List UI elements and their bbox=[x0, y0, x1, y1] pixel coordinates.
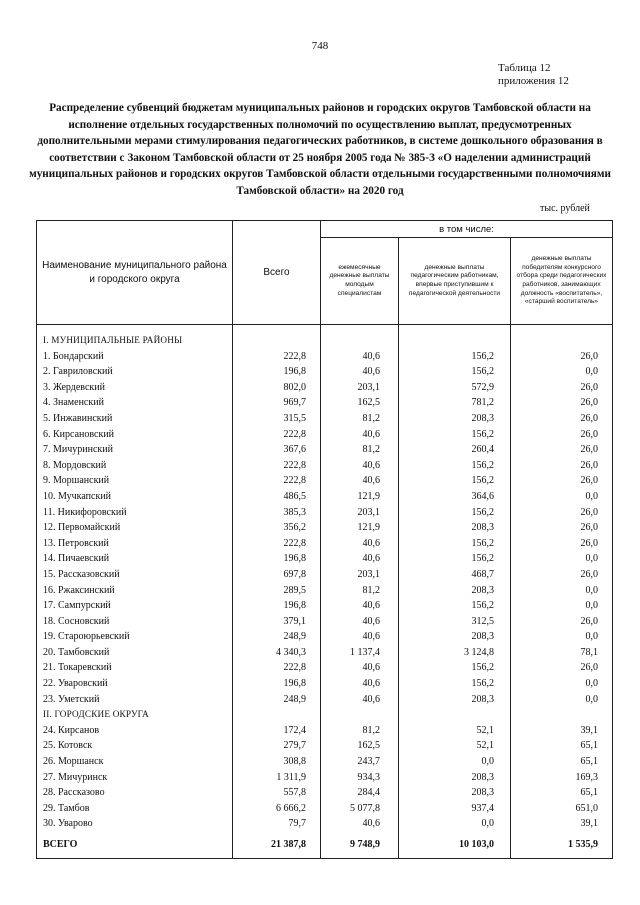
cell-young-specialists: 121,9 bbox=[321, 489, 399, 505]
header-total: Всего bbox=[233, 221, 321, 325]
cell-young-specialists: 203,1 bbox=[321, 567, 399, 583]
row-name: 16. Ржаксинский bbox=[37, 583, 233, 599]
cell-new-teachers: 208,3 bbox=[399, 411, 511, 427]
cell-new-teachers: 937,4 bbox=[399, 801, 511, 817]
cell-total: 802,0 bbox=[233, 380, 321, 396]
section-districts bbox=[37, 333, 613, 349]
cell-young-specialists: 203,1 bbox=[321, 380, 399, 396]
cell-contest-winners: 26,0 bbox=[511, 505, 613, 521]
row-name: 5. Инжавинский bbox=[37, 411, 233, 427]
cell-total: 379,1 bbox=[233, 614, 321, 630]
section-label: I. МУНИЦИПАЛЬНЫЕ РАЙОНЫ bbox=[37, 333, 233, 349]
table-row bbox=[37, 427, 613, 443]
cell-young-specialists: 40,6 bbox=[321, 458, 399, 474]
cell-new-teachers: 364,6 bbox=[399, 489, 511, 505]
empty-cell bbox=[511, 333, 613, 349]
table-body bbox=[37, 325, 613, 859]
cell-new-teachers: 208,3 bbox=[399, 629, 511, 645]
header-contest-winners: денежные выплаты победителям конкурсного отбора среди педагогических работников, занимающих должность «воспитатель», «старший воспитатель» bbox=[511, 238, 613, 325]
section-label: II. ГОРОДСКИЕ ОКРУГА bbox=[37, 707, 233, 723]
table-row bbox=[37, 801, 613, 817]
table-row bbox=[37, 567, 613, 583]
cell-total: 222,8 bbox=[233, 473, 321, 489]
cell-young-specialists: 243,7 bbox=[321, 754, 399, 770]
cell-contest-winners: 651,0 bbox=[511, 801, 613, 817]
cell-young-specialists: 40,6 bbox=[321, 364, 399, 380]
cell-young-specialists: 40,6 bbox=[321, 427, 399, 443]
section-cities bbox=[37, 707, 613, 723]
cell-contest-winners: 65,1 bbox=[511, 738, 613, 754]
cell-contest-winners: 26,0 bbox=[511, 442, 613, 458]
cell-contest-winners: 39,1 bbox=[511, 723, 613, 739]
cell-young-specialists: 81,2 bbox=[321, 583, 399, 599]
header-new-teachers: денежные выплаты педагогическим работникам, впервые приступившим к педагогической деятельности bbox=[399, 238, 511, 325]
cell-new-teachers: 572,9 bbox=[399, 380, 511, 396]
cell-new-teachers: 156,2 bbox=[399, 551, 511, 567]
row-name: 9. Моршанский bbox=[37, 473, 233, 489]
table-row bbox=[37, 536, 613, 552]
table-row bbox=[37, 770, 613, 786]
cell-contest-winners: 26,0 bbox=[511, 473, 613, 489]
cell-young-specialists: 40,6 bbox=[321, 349, 399, 365]
empty-cell bbox=[399, 707, 511, 723]
cell-total: 4 340,3 bbox=[233, 645, 321, 661]
cell-new-teachers: 156,2 bbox=[399, 536, 511, 552]
cell-total: 557,8 bbox=[233, 785, 321, 801]
cell-new-teachers: 156,2 bbox=[399, 660, 511, 676]
cell-total: 222,8 bbox=[233, 458, 321, 474]
cell-contest-winners: 0,0 bbox=[511, 364, 613, 380]
cell-young-specialists: 203,1 bbox=[321, 505, 399, 521]
cell-young-specialists: 40,6 bbox=[321, 598, 399, 614]
row-name: 23. Уметский bbox=[37, 692, 233, 708]
table-row bbox=[37, 645, 613, 661]
row-name: 11. Никифоровский bbox=[37, 505, 233, 521]
table-row bbox=[37, 723, 613, 739]
cell-total: 196,8 bbox=[233, 676, 321, 692]
table-row bbox=[37, 473, 613, 489]
total-row bbox=[37, 832, 613, 859]
row-name: 14. Пичаевский bbox=[37, 551, 233, 567]
cell-contest-winners: 26,0 bbox=[511, 520, 613, 536]
row-name: 21. Токаревский bbox=[37, 660, 233, 676]
table-row bbox=[37, 738, 613, 754]
empty-cell bbox=[321, 707, 399, 723]
cell-young-specialists: 284,4 bbox=[321, 785, 399, 801]
row-name: 30. Уварово bbox=[37, 816, 233, 832]
table-row bbox=[37, 505, 613, 521]
cell-new-teachers: 156,2 bbox=[399, 349, 511, 365]
cell-total: 196,8 bbox=[233, 364, 321, 380]
cell-young-specialists: 81,2 bbox=[321, 411, 399, 427]
cell-new-teachers: 10 103,0 bbox=[399, 832, 511, 859]
cell-young-specialists: 40,6 bbox=[321, 614, 399, 630]
cell-new-teachers: 208,3 bbox=[399, 583, 511, 599]
cell-total: 308,8 bbox=[233, 754, 321, 770]
cell-young-specialists: 40,6 bbox=[321, 660, 399, 676]
table-row bbox=[37, 676, 613, 692]
cell-contest-winners: 0,0 bbox=[511, 598, 613, 614]
row-name: 28. Рассказово bbox=[37, 785, 233, 801]
row-name: 25. Котовск bbox=[37, 738, 233, 754]
row-name: 24. Кирсанов bbox=[37, 723, 233, 739]
cell-total: 248,9 bbox=[233, 692, 321, 708]
row-name: 6. Кирсановский bbox=[37, 427, 233, 443]
cell-new-teachers: 156,2 bbox=[399, 676, 511, 692]
cell-young-specialists: 162,5 bbox=[321, 395, 399, 411]
row-name: ВСЕГО bbox=[37, 832, 233, 859]
cell-new-teachers: 156,2 bbox=[399, 473, 511, 489]
table-row bbox=[37, 692, 613, 708]
table-reference-line2: приложения 12 bbox=[498, 75, 569, 87]
cell-total: 222,8 bbox=[233, 536, 321, 552]
cell-young-specialists: 81,2 bbox=[321, 723, 399, 739]
row-name: 17. Сампурский bbox=[37, 598, 233, 614]
cell-new-teachers: 156,2 bbox=[399, 598, 511, 614]
document-title: Распределение субвенций бюджетам муниципальных районов и городских округов Тамбовской области на исполнение отдельных государственных полномочий по осуществлению выплат, предусмотренных дополнительными мерами стимулирования педагогических работников, в системе дошкольного образования в соответствии с Законом Тамбовской области от 25 ноября 2005 года № 385-З «О наделении администраций муниципальных районов и городских округов Тамбовской области отдельными государственными полномочиями Тамбовской области» на 2020 год bbox=[29, 102, 611, 197]
table-row bbox=[37, 629, 613, 645]
cell-new-teachers: 208,3 bbox=[399, 785, 511, 801]
cell-contest-winners: 169,3 bbox=[511, 770, 613, 786]
cell-total: 289,5 bbox=[233, 583, 321, 599]
header-including: в том числе: bbox=[321, 221, 613, 238]
cell-young-specialists: 9 748,9 bbox=[321, 832, 399, 859]
cell-total: 486,5 bbox=[233, 489, 321, 505]
subvention-table bbox=[36, 220, 613, 859]
row-name: 27. Мичуринск bbox=[37, 770, 233, 786]
cell-young-specialists: 40,6 bbox=[321, 536, 399, 552]
cell-contest-winners: 26,0 bbox=[511, 395, 613, 411]
row-name: 1. Бондарский bbox=[37, 349, 233, 365]
cell-contest-winners: 0,0 bbox=[511, 489, 613, 505]
cell-total: 385,3 bbox=[233, 505, 321, 521]
row-name: 18. Сосновский bbox=[37, 614, 233, 630]
row-name: 12. Первомайский bbox=[37, 520, 233, 536]
cell-contest-winners: 26,0 bbox=[511, 660, 613, 676]
cell-total: 21 387,8 bbox=[233, 832, 321, 859]
cell-new-teachers: 781,2 bbox=[399, 395, 511, 411]
cell-total: 1 311,9 bbox=[233, 770, 321, 786]
row-name: 13. Петровский bbox=[37, 536, 233, 552]
cell-contest-winners: 0,0 bbox=[511, 551, 613, 567]
header-young-specialists: ежемесячные денежные выплаты молодым специалистам bbox=[321, 238, 399, 325]
table-row bbox=[37, 458, 613, 474]
table-row bbox=[37, 816, 613, 832]
cell-new-teachers: 0,0 bbox=[399, 816, 511, 832]
table-row bbox=[37, 660, 613, 676]
cell-total: 196,8 bbox=[233, 598, 321, 614]
cell-total: 248,9 bbox=[233, 629, 321, 645]
cell-contest-winners: 39,1 bbox=[511, 816, 613, 832]
cell-total: 222,8 bbox=[233, 349, 321, 365]
cell-young-specialists: 934,3 bbox=[321, 770, 399, 786]
cell-new-teachers: 3 124,8 bbox=[399, 645, 511, 661]
cell-contest-winners: 65,1 bbox=[511, 754, 613, 770]
cell-contest-winners: 26,0 bbox=[511, 349, 613, 365]
empty-cell bbox=[399, 333, 511, 349]
table-row bbox=[37, 411, 613, 427]
row-name: 3. Жердевский bbox=[37, 380, 233, 396]
cell-new-teachers: 0,0 bbox=[399, 754, 511, 770]
cell-contest-winners: 78,1 bbox=[511, 645, 613, 661]
empty-cell bbox=[233, 707, 321, 723]
row-name: 19. Староюрьевский bbox=[37, 629, 233, 645]
row-name: 15. Рассказовский bbox=[37, 567, 233, 583]
cell-total: 6 666,2 bbox=[233, 801, 321, 817]
cell-total: 172,4 bbox=[233, 723, 321, 739]
cell-contest-winners: 65,1 bbox=[511, 785, 613, 801]
cell-young-specialists: 40,6 bbox=[321, 692, 399, 708]
cell-new-teachers: 260,4 bbox=[399, 442, 511, 458]
cell-contest-winners: 26,0 bbox=[511, 536, 613, 552]
cell-total: 222,8 bbox=[233, 427, 321, 443]
cell-new-teachers: 468,7 bbox=[399, 567, 511, 583]
cell-young-specialists: 121,9 bbox=[321, 520, 399, 536]
cell-new-teachers: 52,1 bbox=[399, 738, 511, 754]
row-name: 22. Уваровский bbox=[37, 676, 233, 692]
cell-new-teachers: 156,2 bbox=[399, 505, 511, 521]
cell-total: 222,8 bbox=[233, 660, 321, 676]
cell-young-specialists: 1 137,4 bbox=[321, 645, 399, 661]
table-reference bbox=[498, 62, 569, 88]
table-row bbox=[37, 442, 613, 458]
row-name: 2. Гавриловский bbox=[37, 364, 233, 380]
cell-young-specialists: 40,6 bbox=[321, 816, 399, 832]
row-name: 29. Тамбов bbox=[37, 801, 233, 817]
cell-young-specialists: 40,6 bbox=[321, 629, 399, 645]
cell-total: 969,7 bbox=[233, 395, 321, 411]
table-row bbox=[37, 614, 613, 630]
table-row bbox=[37, 349, 613, 365]
cell-young-specialists: 162,5 bbox=[321, 738, 399, 754]
cell-contest-winners: 1 535,9 bbox=[511, 832, 613, 859]
units-label: тыс. рублей bbox=[540, 203, 590, 214]
cell-young-specialists: 40,6 bbox=[321, 551, 399, 567]
cell-contest-winners: 26,0 bbox=[511, 427, 613, 443]
cell-total: 697,8 bbox=[233, 567, 321, 583]
cell-contest-winners: 0,0 bbox=[511, 676, 613, 692]
cell-contest-winners: 26,0 bbox=[511, 411, 613, 427]
cell-new-teachers: 156,2 bbox=[399, 364, 511, 380]
table-row bbox=[37, 395, 613, 411]
table-row bbox=[37, 380, 613, 396]
cell-total: 196,8 bbox=[233, 551, 321, 567]
row-name: 10. Мучкапский bbox=[37, 489, 233, 505]
cell-contest-winners: 0,0 bbox=[511, 583, 613, 599]
row-name: 8. Мордовский bbox=[37, 458, 233, 474]
cell-new-teachers: 156,2 bbox=[399, 458, 511, 474]
cell-young-specialists: 40,6 bbox=[321, 676, 399, 692]
table-row bbox=[37, 551, 613, 567]
empty-cell bbox=[321, 333, 399, 349]
cell-contest-winners: 26,0 bbox=[511, 380, 613, 396]
empty-cell bbox=[233, 333, 321, 349]
cell-young-specialists: 81,2 bbox=[321, 442, 399, 458]
cell-contest-winners: 0,0 bbox=[511, 629, 613, 645]
cell-total: 315,5 bbox=[233, 411, 321, 427]
cell-contest-winners: 26,0 bbox=[511, 567, 613, 583]
table-row bbox=[37, 520, 613, 536]
table-reference-line1: Таблица 12 bbox=[498, 62, 551, 74]
cell-total: 367,6 bbox=[233, 442, 321, 458]
cell-contest-winners: 26,0 bbox=[511, 614, 613, 630]
table-row bbox=[37, 583, 613, 599]
table-row bbox=[37, 489, 613, 505]
cell-new-teachers: 208,3 bbox=[399, 520, 511, 536]
cell-total: 279,7 bbox=[233, 738, 321, 754]
cell-contest-winners: 0,0 bbox=[511, 692, 613, 708]
row-name: 4. Знаменский bbox=[37, 395, 233, 411]
cell-total: 79,7 bbox=[233, 816, 321, 832]
cell-new-teachers: 52,1 bbox=[399, 723, 511, 739]
cell-total: 356,2 bbox=[233, 520, 321, 536]
row-name: 7. Мичуринский bbox=[37, 442, 233, 458]
page-number: 748 bbox=[311, 40, 329, 52]
cell-young-specialists: 40,6 bbox=[321, 473, 399, 489]
table-row bbox=[37, 754, 613, 770]
empty-cell bbox=[511, 707, 613, 723]
cell-young-specialists: 5 077,8 bbox=[321, 801, 399, 817]
header-name: Наименование муниципального района и городского округа bbox=[37, 221, 233, 325]
cell-new-teachers: 312,5 bbox=[399, 614, 511, 630]
cell-contest-winners: 26,0 bbox=[511, 458, 613, 474]
cell-new-teachers: 208,3 bbox=[399, 692, 511, 708]
cell-new-teachers: 208,3 bbox=[399, 770, 511, 786]
cell-new-teachers: 156,2 bbox=[399, 427, 511, 443]
row-name: 20. Тамбовский bbox=[37, 645, 233, 661]
row-name: 26. Моршанск bbox=[37, 754, 233, 770]
table-row bbox=[37, 785, 613, 801]
table-row bbox=[37, 364, 613, 380]
table-row bbox=[37, 598, 613, 614]
